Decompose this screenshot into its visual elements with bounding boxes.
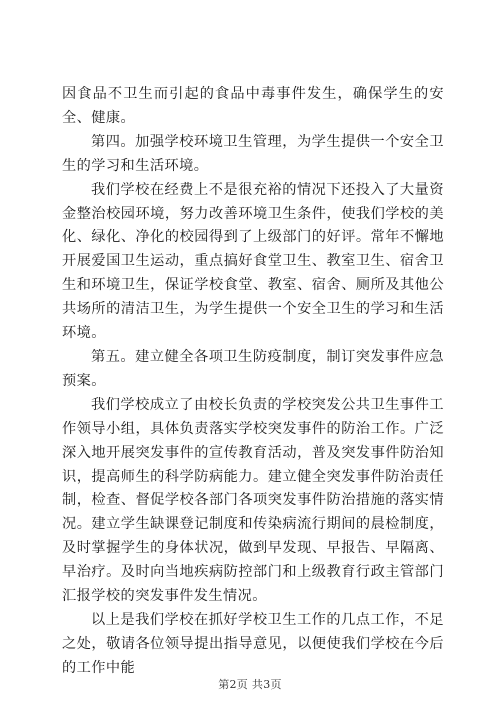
document-body	[62, 83, 444, 681]
paragraph-3: 我们学校在经费上不是很充裕的情况下还投入了大量资金整治校园环境，努力改善环境卫生条件，使我们学校的美化、绿化、净化的校园得到了上级部门的好评。常年不懈地开展爱国卫生运动，重点搞好食堂卫生、教室卫生、宿舍卫生和环境卫生，保证学校食堂、教室、宿舍、厕所及其他公共场所的清洁卫生，为学生提供一个安全卫生的学习和生活环境。	[62, 181, 444, 342]
page-number-footer: 第2页 共3页	[218, 678, 282, 691]
paragraph-6: 以上是我们学校在抓好学校卫生工作的几点工作，不足之处，敬请各位领导提出指导意见，以便使我们学校在今后的工作中能	[62, 611, 444, 676]
paragraph-4-heading-five: 第五。建立健全各项卫生防疫制度，制订突发事件应急预案。	[62, 348, 444, 389]
paragraph-5: 我们学校成立了由校长负责的学校突发公共卫生事件工作领导小组，具体负责落实学校突发事件的防治工作。广泛深入地开展突发事件的宣传教育活动，普及突发事件防治知识，提高师生的科学防病能力。建立健全突发事件防治责任制，检查、督促学校各部门各项突发事件防治措施的落实情况。建立学生缺课登记制度和传染病流行期间的晨检制度，及时掌握学生的身体状况，做到早发现、早报告、早隔离、早治疗。及时向当地疾病防控部门和上级教育行政主管部门汇报学校的突发事件发生情况。	[62, 396, 444, 605]
paragraph-2-heading-four: 第四。加强学校环境卫生管理，为学生提供一个安全卫生的学习和生活环境。	[62, 133, 444, 174]
paragraph-1: 因食品不卫生而引起的食品中毒事件发生，确保学生的安全、健康。	[62, 86, 444, 126]
